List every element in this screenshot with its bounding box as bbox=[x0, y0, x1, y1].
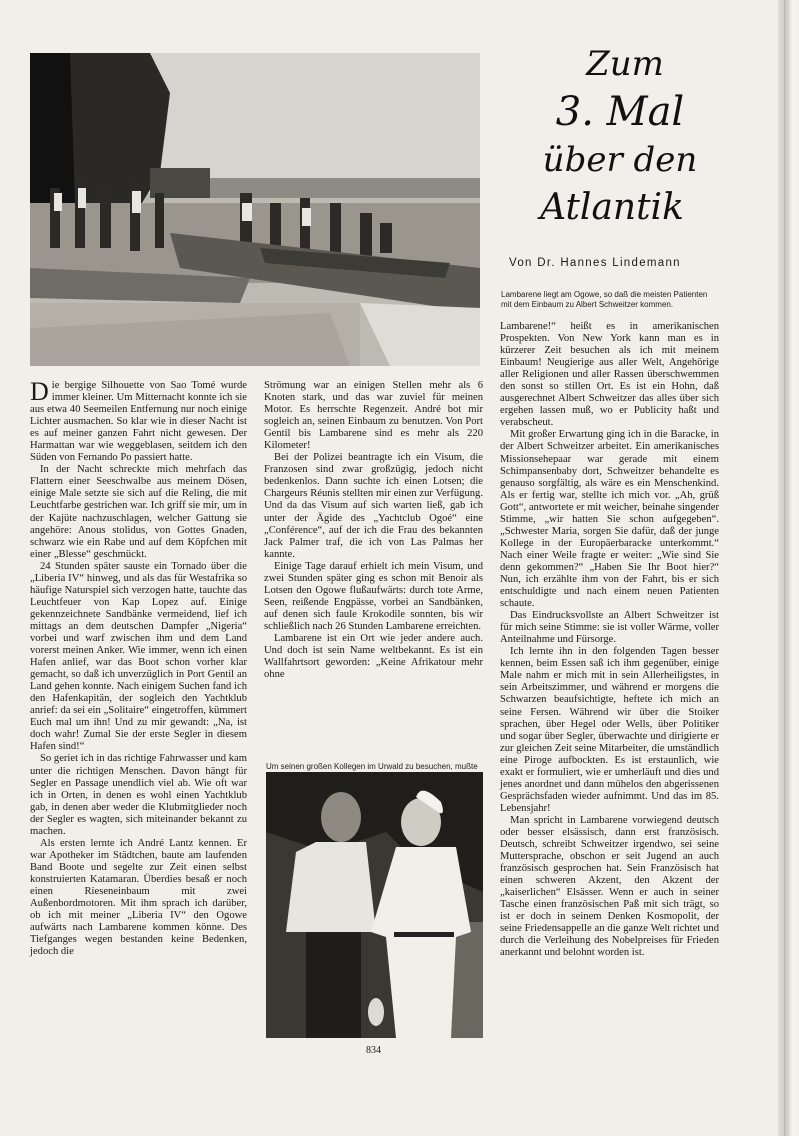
page-edge-line bbox=[784, 0, 785, 1136]
photo-river-canoes bbox=[30, 53, 480, 366]
column-2 bbox=[264, 380, 483, 681]
title-line-2: 3. Mal bbox=[555, 89, 685, 135]
column-3 bbox=[500, 321, 719, 959]
paragraph: Bei der Polizei beantragte ich ein Visum, die Franzosen sind zwar großzügig, jedoch nicht bedenkenlos. Dann suchte ich einen Lotsen; die Chargeurs Réunis stellten mir einen zur Verfügung. Und da das Visum auf sich warten ließ, gab ich unter der Ägide des „Yachtclub Ogoé“ eine „Conférence“, auf der ich die Frau des bekannten Jack Palmer traf, die ich von Las Palmas her kannte. bbox=[264, 452, 483, 560]
drop-cap: D bbox=[30, 377, 49, 406]
paragraph: Als ersten lernte ich André Lantz kennen. Er war Apotheker im Städtchen, baute am laufenden Band Boote und segelte zur Zeit einen selbst konstruierten Katamaran. Überdies besaß er noch einen Rieseneinbaum mit zwei Außenbordmotoren. Mit ihm sprach ich darüber, ob ich mit meiner „Liberia IV“ den Ogowe aufwärts nach Lambarene kommen könne. Des Tiefganges wegen bestanden keine Bedenken, jedoch die bbox=[30, 837, 247, 958]
paragraph: In der Nacht schreckte mich mehrfach das Flattern einer Seeschwalbe aus meinem Dösen, einige Male setzte sie sich auf die Reling, die mit Leuchtfarbe gestrichen war. Ich griff sie mir, um in der Kajüte nachzuschlagen, welcher Gattung sie angehöre: Anous stolidus, von Gottes Gnaden, schwarz wie ein Rabe und auf dem Köpfchen mit einer „Blesse“ geschmückt. bbox=[30, 464, 247, 560]
paragraph: Die bergige Silhouette von Sao Tomé wurde immer kleiner. Um Mitternacht konnte ich sie aus etwa 40 Seemeilen Entfernung nur noch einige Lichter ausmachen. So klar wie in dieser Nacht ist es auf meiner ganzen Fahrt nicht gewesen. Der Harmattan war wie weggeblasen, seitdem ich den Süden von Fernando Po passiert hatte. bbox=[30, 377, 247, 464]
paragraph: Lambarene!“ heißt es in amerikanischen Prospekten. Von New York kann man es in kürzerer Zeit besuchen als ich mit meinem Einbaum! Neugierige aus aller Welt, Angehörige aller Religionen und aller Rassen überschwemmen den sonst so stillen Ort. Es ist ein Hohn, daß ausgerechnet Albert Schweitzer das alles über sich ergehen lassen muß, wo er Publicity haßt und verabscheut. bbox=[500, 321, 719, 429]
byline: Von Dr. Hannes Lindemann bbox=[509, 257, 681, 269]
page-number: 834 bbox=[366, 1045, 381, 1056]
paragraph: Lambarene ist ein Ort wie jeder andere auch. Und doch ist sein Name weltbekannt. Es ist ein Wallfahrtsort geworden: „Keine Afrikatour mehr ohne bbox=[264, 632, 483, 681]
paragraph: Das Eindrucksvollste an Albert Schweitzer ist für mich seine Stimme: sie ist voller Wärme, voller Anteilnahme und Fürsorge. bbox=[500, 610, 719, 646]
paragraph: Strömung war an einigen Stellen mehr als 6 Knoten stark, und das war zuviel für meinen Motor. Es herrschte Regenzeit. André bot mir sogleich an, seinen Einbaum zu benutzen. Von Port Gentil bis Lambarene sind es mehr als 220 Kilometer! bbox=[264, 380, 483, 452]
title-line-3: über den bbox=[542, 140, 698, 180]
paragraph: Man spricht in Lambarene vorwiegend deutsch oder besser elsässisch, dann erst französisch. Deutsch, schreibt Schweitzer irgendwo, sei seine Muttersprache, obschon er seit Jugend an auch französisch gesprochen hat. Sein Französisch hat einen schweren Akzent, den Akzent der „kaiserlichen“ Elsässer. Wenn er auch in seiner Tasche einen französischen Paß mit sich trägt, so ist er doch in seinem Denken Kosmopolit, der seine Friedensappelle an die ganze Welt richtet und durch die Verleihung des Nobelpreises für Frieden anerkannt und belohnt worden ist. bbox=[500, 814, 719, 959]
title-line-4: Atlantik bbox=[540, 187, 684, 228]
paragraph: Einige Tage darauf erhielt ich mein Visum, und zwei Stunden später ging es schon mit Benoir als Lotsen den Ogowe flußaufwärts: durch tote Arme, Seen, reißende Engpässe, vorbei an Sandbänken, auf denen sich faule Krokodile sonnten, bis wir schließlich nach 26 Stunden Lambarene erreichten. bbox=[264, 560, 483, 632]
paragraph: Ich lernte ihn in den folgenden Tagen besser kennen, beim Essen saß ich ihm gegenüber, einige Male nahm er mich mit in sein Allerheiligstes, in sein Arbeitszimmer, und während er morgens die Schwarzen beaufsichtigte, heftete ich mich an seine Fersen. Während wir über die Stoiker sprachen, über Hegel oder Wells, über Politiker und sogar über Segler, überwachte und dirigierte er zur gleichen Zeit seine Mitarbeiter, die umständlich eine Piroge aufbockten. Es ist erstaunlich, wie exakt er formuliert, wie er umherläuft und dies und jenes anordnet und dann mühelos den abgerissenen Gesprächsfaden wieder aufnimmt. Und das im 85. Lebensjahr! bbox=[500, 646, 719, 814]
title-line-1: Zum bbox=[586, 44, 664, 84]
paragraph: So geriet ich in das richtige Fahrwasser und kam unter die richtigen Menschen. Davon hängt für Segler en Passage unendlich viel ab. Wie oft war ich in Orten, in denen es wohl einen Yachtklub gab, in denen aber weder die Klubmitglieder noch der Segler es wagten, sich miteinander bekannt zu machen. bbox=[30, 753, 247, 837]
caption-top: Lambarene liegt am Ogowe, so daß die meisten Patienten mit dem Einbaum zu Albert Schweitzer kommen. bbox=[501, 290, 708, 309]
paragraph: Mit großer Erwartung ging ich in die Baracke, in der Albert Schweitzer arbeitet. Ein amerikanisches Missionsehepaar war gerade mit einem Schimpansenbaby dort, Schweitzer behandelte es genauso sorgfältig, als wäre es ein Menschenkind. Als er fertig war, stellte ich mich vor. „Ah, grüß Gott“, antwortete er mit weicher, beinahe singender Stimme, „wir hatten Sie schon aufgegeben“. „Schwester Maria, sorgen Sie dafür, daß der junge Kollege in der Europäerbaracke unterkommt.“ Nach einer Weile fragte er weiter: „Wie sind Sie denn gekommen?“ „Haben Sie Ihr Boot hier?“ Nun, ich erzählte ihm von der Fahrt, bis er sich entschuldigte und nach einem neuen Patienten schaute. bbox=[500, 429, 720, 610]
article-title bbox=[520, 40, 720, 232]
column-1 bbox=[30, 377, 247, 958]
paragraph: 24 Stunden später sauste ein Tornado über die „Liberia IV“ hinweg, und als das für Westafrika so häufige Naturspiel sich verzogen hatte, tauchte das Leuchtfeuer von Kap Lopez auf. Einige gekennzeichnete Sandbänke vermeidend, lief ich mittags an dem deutschen Dampfer „Nigeria“ vorbei und warf zwischen ihm und dem Land vorerst meinen Anker. Wie immer, wenn ich einen Hafen anlief, war das Boot schon vorher klar gemacht, so daß ich unverzüglich in Port Gentil an Land gehen konnte. Nach einigem Suchen fand ich den Hafenkapitän, der sogleich den Yachtklub anrief: da sei ein „Solitaire“ eingetroffen, kümmert Euch mal um ihn! Und zu mir gewandt: „Na, ist doch wahr! Zumal Sie der erste Segler in diesem Hafen sind!“ bbox=[30, 560, 247, 753]
caption-bottom-text: Um seinen großen Kollegen im Urwald zu besuchen, mußte bbox=[266, 762, 478, 771]
photo-lindemann-schweitzer bbox=[266, 772, 483, 1038]
page-edge bbox=[778, 0, 799, 1136]
